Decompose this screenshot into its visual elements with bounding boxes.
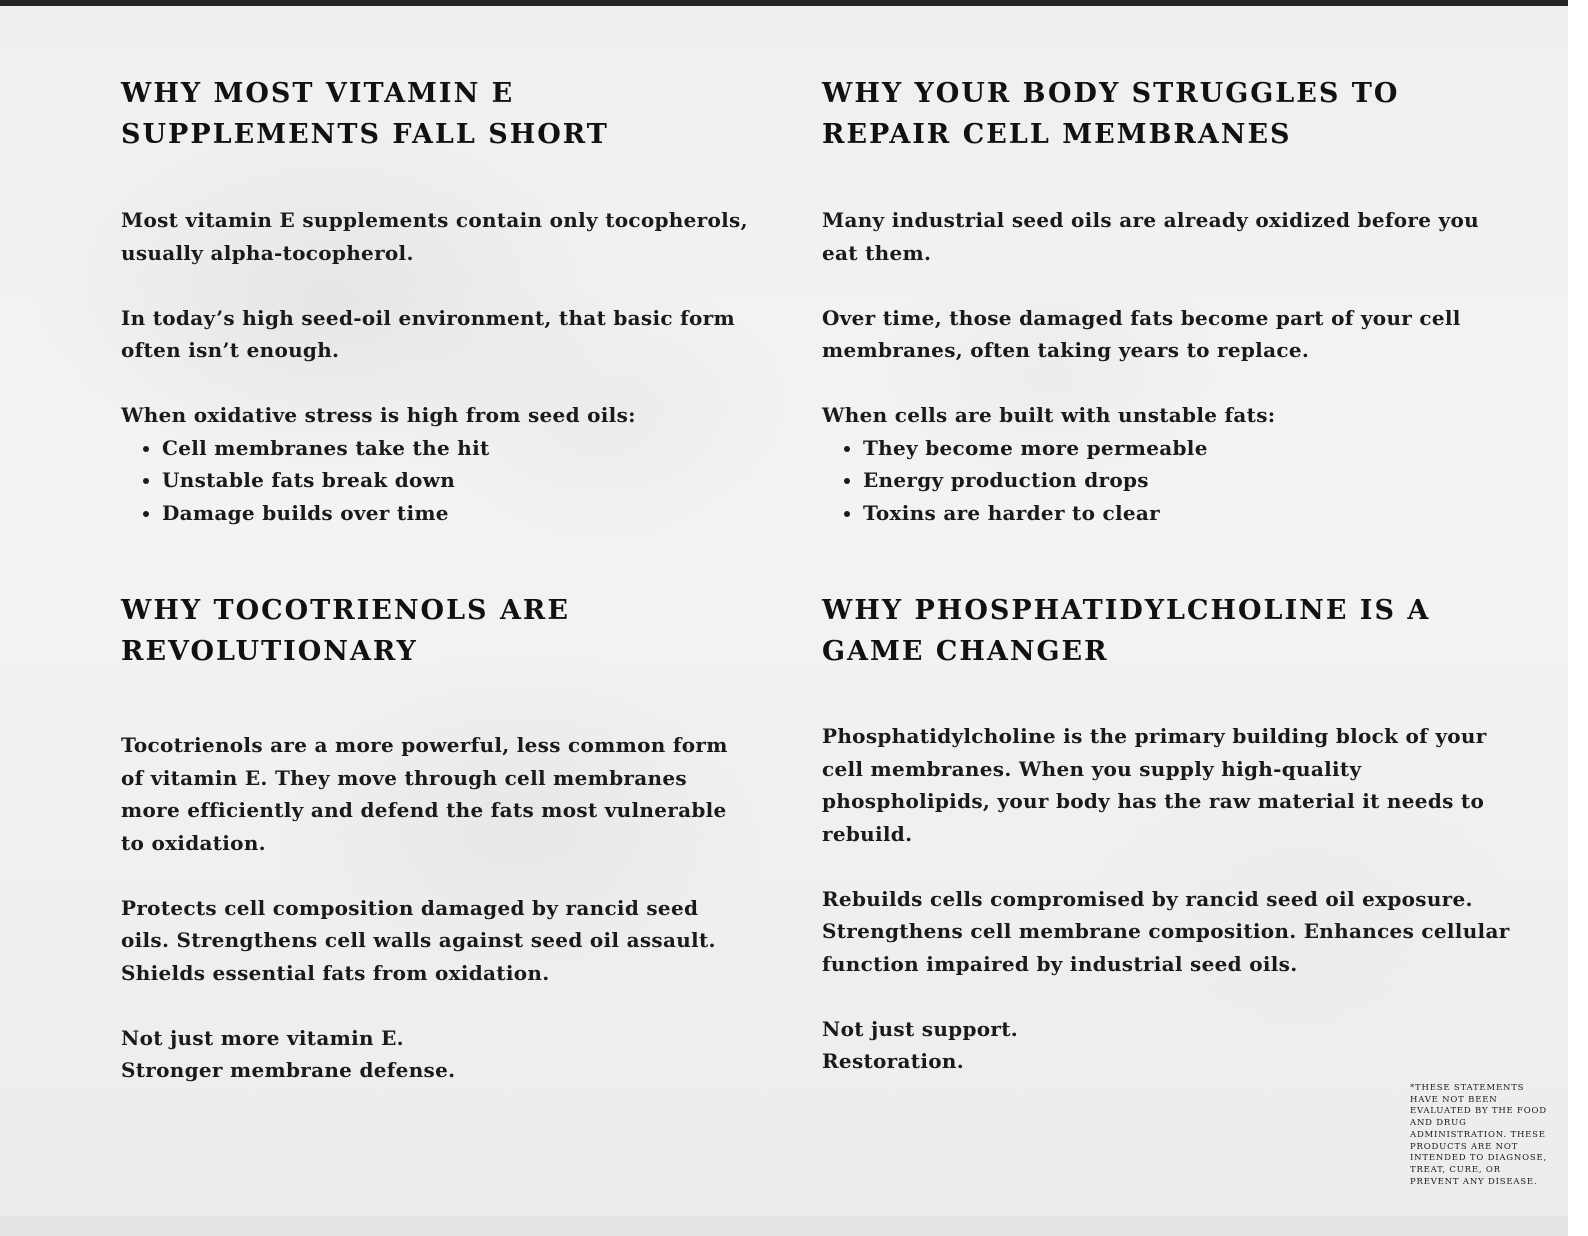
paragraph: In today’s high seed-oil environment, that basic form often isn’t enough. [121, 305, 735, 362]
list-item: • Toxins are harder to clear [863, 497, 1522, 530]
bullet-list [822, 432, 1522, 530]
paragraph: Phosphatidylcholine is the primary building block of your cell membranes. When you supply high-quality phospholipids, your body has the raw material it needs to rebuild. [822, 724, 1487, 846]
list-item: • They become more permeable [863, 432, 1522, 465]
paragraph: Tocotrienols are a more powerful, less common form of vitamin E. They move through cell membranes more efficiently and defend the fats most vulnerable to oxidation. [121, 733, 728, 855]
paragraph: Most vitamin E supplements contain only tocopherols, usually alpha-tocopherol. [121, 208, 748, 265]
paragraph: Many industrial seed oils are already oxidized before you eat them. [822, 208, 1479, 265]
closing-statement [822, 1013, 1522, 1078]
section-body [121, 729, 751, 1087]
section-phosphatidylcholine [822, 590, 1510, 1078]
paragraph: Protects cell composition damaged by rancid seed oils. Strengthens cell walls against seed oil assault. Shields essential fats from oxidation. [121, 895, 716, 985]
closing-line: Restoration. [822, 1049, 964, 1073]
closing-line: Stronger membrane defense. [121, 1058, 456, 1082]
page-margin [1568, 0, 1588, 1236]
closing-line: Not just more vitamin E. [121, 1025, 404, 1050]
section-heading: WHY MOST VITAMIN E SUPPLEMENTS FALL SHORT [121, 78, 609, 150]
closing-statement [121, 1022, 751, 1087]
list-intro: When cells are built with unstable fats: [822, 403, 1276, 427]
fda-disclaimer: *THESE STATEMENTS HAVE NOT BEEN EVALUATED BY THE FOOD AND DRUG ADMINISTRATION. THESE PRODUCTS ARE NOT INTENDED TO DIAGNOSE, TREAT, CURE, OR PREVENT ANY DISEASE. [1410, 1083, 1548, 1187]
section-body [822, 204, 1522, 529]
list-item: • Energy production drops [863, 464, 1522, 497]
section-vitamin-e-supplements [121, 73, 801, 529]
paragraph: Rebuilds cells compromised by rancid seed oil exposure. Strengthens cell membrane composition. Enhances cellular function impaired by industrial seed oils. [822, 886, 1510, 976]
list-item: • Cell membranes take the hit [162, 432, 751, 465]
section-tocotrienols [121, 590, 801, 1087]
list-intro: When oxidative stress is high from seed oils: [121, 403, 636, 427]
section-body [822, 720, 1522, 1078]
bullet-list [121, 432, 751, 530]
list-item: • Damage builds over time [162, 497, 751, 530]
paragraph: Over time, those damaged fats become part of your cell membranes, often taking years to replace. [822, 305, 1461, 362]
section-heading: WHY PHOSPHATIDYLCHOLINE IS A GAME CHANGER [822, 595, 1431, 667]
section-body [121, 204, 751, 529]
section-heading: WHY TOCOTRIENOLS ARE REVOLUTIONARY [121, 595, 570, 667]
bottom-border [0, 1216, 1568, 1236]
section-cell-membranes [822, 73, 1502, 529]
closing-line: Not just support. [822, 1016, 1019, 1041]
top-border [0, 0, 1568, 6]
section-heading: WHY YOUR BODY STRUGGLES TO REPAIR CELL MEMBRANES [822, 78, 1400, 150]
list-item: • Unstable fats break down [162, 464, 751, 497]
